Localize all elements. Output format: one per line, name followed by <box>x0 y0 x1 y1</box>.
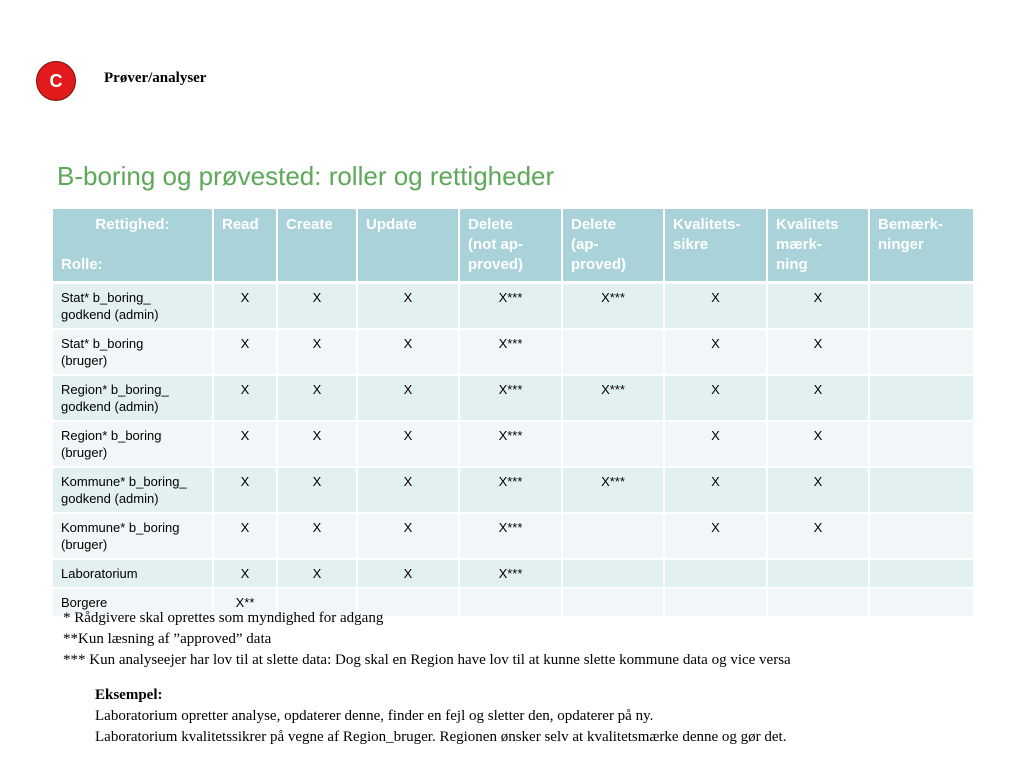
permission-cell: X** <box>214 589 278 618</box>
permission-cell: X*** <box>563 376 665 422</box>
permission-cell: X <box>278 284 358 330</box>
permission-cell: X <box>214 514 278 560</box>
permission-cell: X <box>665 514 768 560</box>
permission-cell <box>870 468 973 514</box>
permission-cell: X*** <box>563 468 665 514</box>
permission-cell: X <box>768 422 870 468</box>
permission-cell: X <box>278 468 358 514</box>
table-row <box>53 330 973 376</box>
permission-cell <box>870 589 973 618</box>
footnote: **Kun læsning af ”approved” data <box>63 631 272 647</box>
permission-cell <box>870 330 973 376</box>
permission-cell <box>870 284 973 330</box>
permission-cell: X <box>768 330 870 376</box>
section-label: Prøver/analyser <box>104 70 207 86</box>
permission-cell: X <box>768 514 870 560</box>
header-delete-not-approved: Delete (not ap- proved) <box>460 209 563 284</box>
permission-cell: X <box>278 376 358 422</box>
footnote: * Rådgivere skal oprettes som myndighed for adgang <box>63 610 384 626</box>
permission-cell <box>870 422 973 468</box>
permission-cell: X <box>214 376 278 422</box>
permission-cell <box>768 560 870 589</box>
permission-cell: X*** <box>460 284 563 330</box>
permission-cell: X <box>358 330 460 376</box>
permission-cell: X <box>768 284 870 330</box>
table-row <box>53 422 973 468</box>
table-row <box>53 514 973 560</box>
permission-cell: X*** <box>563 284 665 330</box>
permission-cell: X <box>214 560 278 589</box>
permission-cell: X <box>358 560 460 589</box>
permission-cell: X <box>665 330 768 376</box>
permission-cell: X <box>214 330 278 376</box>
header-update: Update <box>358 209 460 284</box>
permission-cell <box>665 560 768 589</box>
permission-cell <box>870 514 973 560</box>
header-kvalitetssikre: Kvalitets- sikre <box>665 209 768 284</box>
permission-cell <box>563 422 665 468</box>
table-row <box>53 376 973 422</box>
permission-cell: X <box>214 284 278 330</box>
header-rettighed: Rettighed: <box>95 216 170 233</box>
permission-cell: X <box>358 514 460 560</box>
permission-cell <box>563 560 665 589</box>
permission-cell: X <box>358 284 460 330</box>
permission-cell: X <box>665 422 768 468</box>
permission-cell <box>870 376 973 422</box>
permission-cell: X <box>214 468 278 514</box>
header-bemaerkninger: Bemærk- ninger <box>870 209 973 284</box>
permission-cell: X <box>278 422 358 468</box>
permission-cell: X*** <box>460 330 563 376</box>
example-heading: Eksempel: <box>95 687 163 703</box>
rights-table <box>53 209 973 618</box>
role-cell: Kommune* b_boring_ godkend (admin) <box>53 468 214 514</box>
permission-cell: X*** <box>460 468 563 514</box>
table-row <box>53 284 973 330</box>
header-role-cell <box>53 209 214 284</box>
permission-cell <box>870 560 973 589</box>
permission-cell: X <box>665 376 768 422</box>
permission-cell <box>563 514 665 560</box>
role-cell: Region* b_boring_ godkend (admin) <box>53 376 214 422</box>
header-delete-approved: Delete (ap- proved) <box>563 209 665 284</box>
permission-cell: X <box>665 468 768 514</box>
role-cell: Stat* b_boring (bruger) <box>53 330 214 376</box>
permission-cell: X*** <box>460 514 563 560</box>
footnote: *** Kun analyseejer har lov til at slette data: Dog skal en Region have lov til at kunne slette kommune data og vice versa <box>63 652 791 668</box>
permission-cell: X <box>358 422 460 468</box>
permission-cell: X <box>278 560 358 589</box>
footnotes <box>63 608 791 671</box>
header-rolle: Rolle: <box>61 256 103 273</box>
example-line: Laboratorium opretter analyse, opdaterer denne, finder en fejl og sletter den, opdaterer på ny. <box>95 708 654 724</box>
permission-cell: X <box>665 284 768 330</box>
role-cell: Region* b_boring (bruger) <box>53 422 214 468</box>
permission-cell <box>563 330 665 376</box>
role-cell: Borgere <box>53 589 214 618</box>
permission-cell: X <box>214 422 278 468</box>
section-badge: C <box>36 61 76 101</box>
table-row <box>53 560 973 589</box>
role-cell: Stat* b_boring_ godkend (admin) <box>53 284 214 330</box>
permission-cell: X <box>358 376 460 422</box>
permission-cell: X <box>768 468 870 514</box>
permission-cell: X <box>768 376 870 422</box>
table-header-row <box>53 209 973 284</box>
permission-cell: X*** <box>460 560 563 589</box>
example-line: Laboratorium kvalitetssikrer på vegne af Region_bruger. Regionen ønsker selv at kvalitetsmærke denne og gør det. <box>95 729 787 745</box>
permission-cell: X <box>278 514 358 560</box>
header-create: Create <box>278 209 358 284</box>
role-cell: Laboratorium <box>53 560 214 589</box>
permission-cell: X <box>278 330 358 376</box>
permission-cell: X*** <box>460 376 563 422</box>
header-read: Read <box>214 209 278 284</box>
permission-cell: X*** <box>460 422 563 468</box>
header-kvalitetsmaerkning: Kvalitets mærk- ning <box>768 209 870 284</box>
example-block <box>95 685 786 748</box>
page-title: B-boring og prøvested: roller og rettigheder <box>57 161 555 191</box>
role-cell: Kommune* b_boring (bruger) <box>53 514 214 560</box>
table-row <box>53 468 973 514</box>
permission-cell: X <box>358 468 460 514</box>
